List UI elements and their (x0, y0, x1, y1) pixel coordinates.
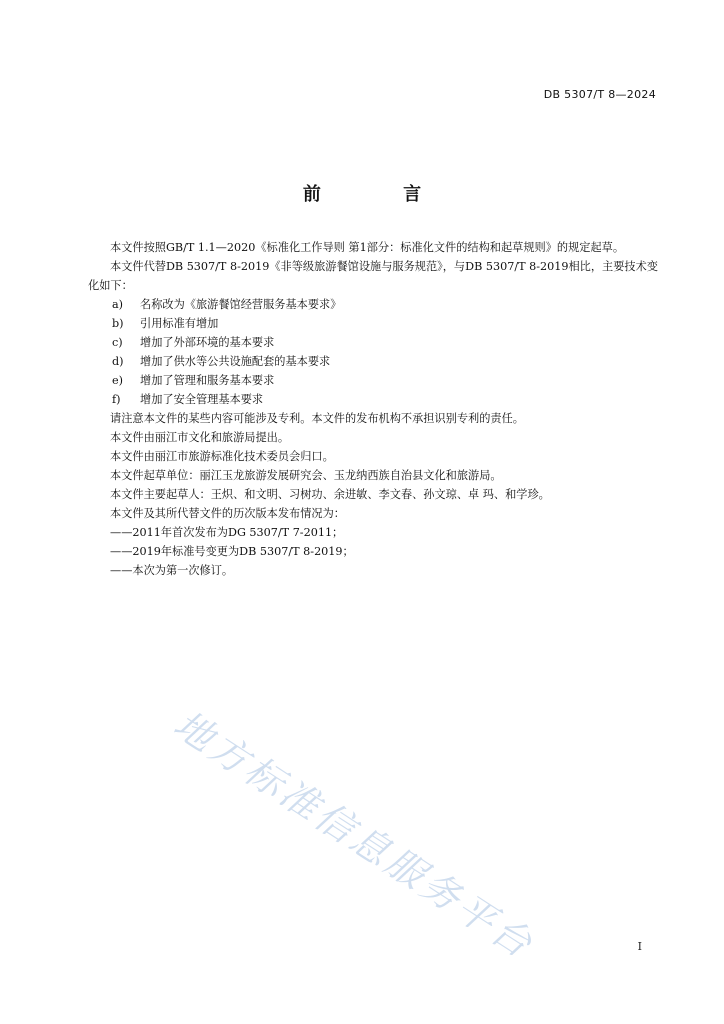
list-text: 引用标准有增加 (140, 317, 219, 330)
history-item: ——2019年标准号变更为DB 5307/T 8-2019； (110, 545, 354, 558)
history-item: ——2011年首次发布为DG 5307/T 7-2011； (110, 526, 344, 539)
document-code: DB 5307/T 8—2024 (543, 88, 656, 101)
list-marker: f) (112, 393, 121, 406)
paragraph-drafting-rule: 本文件按照GB/T 1.1—2020《标准化工作导则 第1部分：标准化文件的结构和起草规则》的规定起草。 (110, 241, 625, 254)
history-intro: 本文件及其所代替文件的历次版本发布情况为： (110, 507, 345, 520)
page-title: 前 言 (302, 184, 460, 205)
changes-list (88, 295, 658, 409)
list-marker: b) (112, 317, 124, 330)
page-number: I (637, 940, 642, 953)
list-item (88, 390, 658, 409)
history-list (88, 523, 658, 580)
drafting-units: 本文件起草单位：丽江玉龙旅游发展研究会、玉龙纳西族自治县文化和旅游局。 (110, 469, 502, 482)
list-marker: e) (112, 374, 123, 387)
list-item (88, 371, 658, 390)
list-marker: d) (112, 355, 124, 368)
list-text: 增加了安全管理基本要求 (140, 393, 264, 406)
watermark: 地方标准信息服务平台 (166, 701, 543, 968)
managed-by: 本文件由丽江市旅游标准化技术委员会归口。 (110, 450, 334, 463)
paragraph-replacement: 本文件代替DB 5307/T 8-2019《非等级旅游餐馆设施与服务规范》，与DB 5307/T 8-2019相比，主要技术变化如下： (88, 260, 658, 292)
list-text: 增加了供水等公共设施配套的基本要求 (140, 355, 331, 368)
list-item (88, 295, 658, 314)
list-item (88, 352, 658, 371)
list-text: 名称改为《旅游餐馆经营服务基本要求》 (140, 298, 342, 311)
drafters: 本文件主要起草人：王炽、和文明、习树功、余进敏、李文春、孙文琼、卓 玛、和学珍。 (110, 488, 550, 501)
list-text: 增加了外部环境的基本要求 (140, 336, 275, 349)
list-marker: c) (112, 336, 123, 349)
list-marker: a) (112, 298, 124, 311)
list-text: 增加了管理和服务基本要求 (140, 374, 275, 387)
history-item: ——本次为第一次修订。 (110, 564, 234, 577)
proposed-by: 本文件由丽江市文化和旅游局提出。 (110, 431, 290, 444)
patent-statement: 请注意本文件的某些内容可能涉及专利。本文件的发布机构不承担识别专利的责任。 (110, 412, 524, 425)
foreword-body (88, 238, 658, 580)
list-item (88, 314, 658, 333)
list-item (88, 333, 658, 352)
